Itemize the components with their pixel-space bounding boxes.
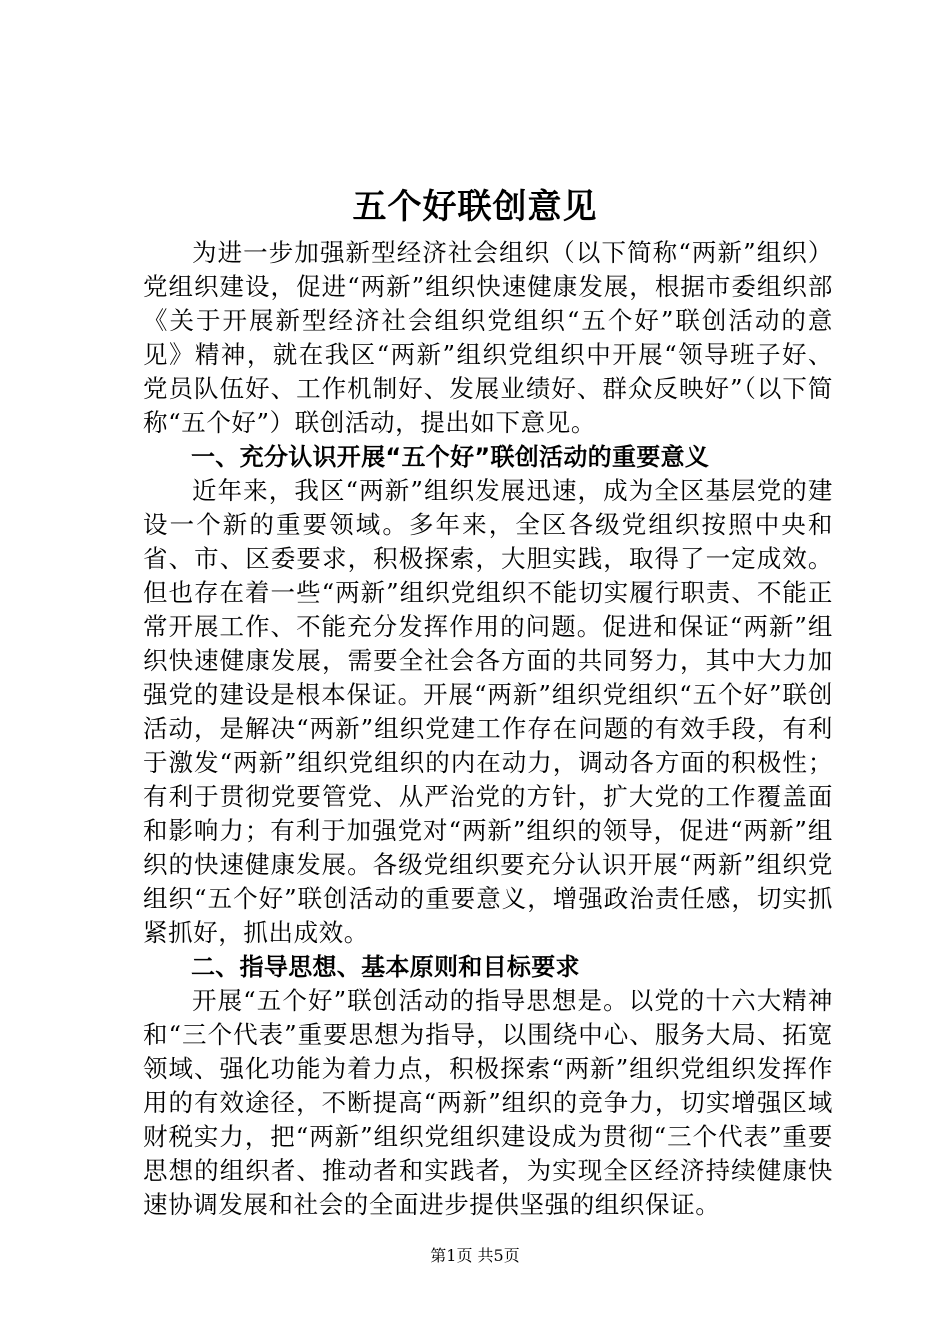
document-title: 五个好联创意见: [352, 187, 598, 227]
page-footer: 第1页 共5页: [430, 1246, 520, 1265]
paragraph-section-2: 开展“五个好”联创活动的指导思想是。以党的十六大精神和“三个代表”重要思想为指导，以围绕中心、服务大局、拓宽领域、强化功能为着力点，积极探索“两新”组织党组织发挥作用的有效途径，不断提高“两新”组织的竞争力，切实增强区域财税实力，把“两新”组织党组织建设成为贯彻“三个代表”重要思想的组织者、推动者和实践者，为实现全区经济持续健康快速协调发展和社会的全面进步提供坚强的组织保证。: [143, 986, 833, 1219]
document-body: [143, 236, 833, 1222]
section-heading-1: 一、充分认识开展“五个好”联创活动的重要意义: [191, 443, 710, 471]
section-heading-2: 二、指导思想、基本原则和目标要求: [191, 953, 580, 981]
paragraph-intro: 为进一步加强新型经济社会组织（以下简称“两新”组织）党组织建设，促进“两新”组织快速健康发展，根据市委组织部《关于开展新型经济社会组织党组织“五个好”联创活动的意见》精神，就在我区“两新”组织党组织中开展“领导班子好、党员队伍好、工作机制好、发展业绩好、群众反映好”（以下简称“五个好”）联创活动，提出如下意见。: [143, 238, 833, 437]
paragraph-section-1: 近年来，我区“两新”组织发展迅速，成为全区基层党的建设一个新的重要领域。多年来，全区各级党组织按照中央和省、市、区委要求，积极探索，大胆实践，取得了一定成效。但也存在着一些“两新”组织党组织不能切实履行职责、不能正常开展工作、不能充分发挥作用的问题。促进和保证“两新”组织快速健康发展，需要全社会各方面的共同努力，其中大力加强党的建设是根本保证。开展“两新”组织党组织“五个好”联创活动，是解决“两新”组织党建工作存在问题的有效手段，有利于激发“两新”组织党组织的内在动力，调动各方面的积极性；有利于贯彻党要管党、从严治党的方针，扩大党的工作覆盖面和影响力；有利于加强党对“两新”组织的领导，促进“两新”组织的快速健康发展。各级党组织要充分认识开展“两新”组织党组织“五个好”联创活动的重要意义，增强政治责任感，切实抓紧抓好，抓出成效。: [143, 476, 833, 947]
